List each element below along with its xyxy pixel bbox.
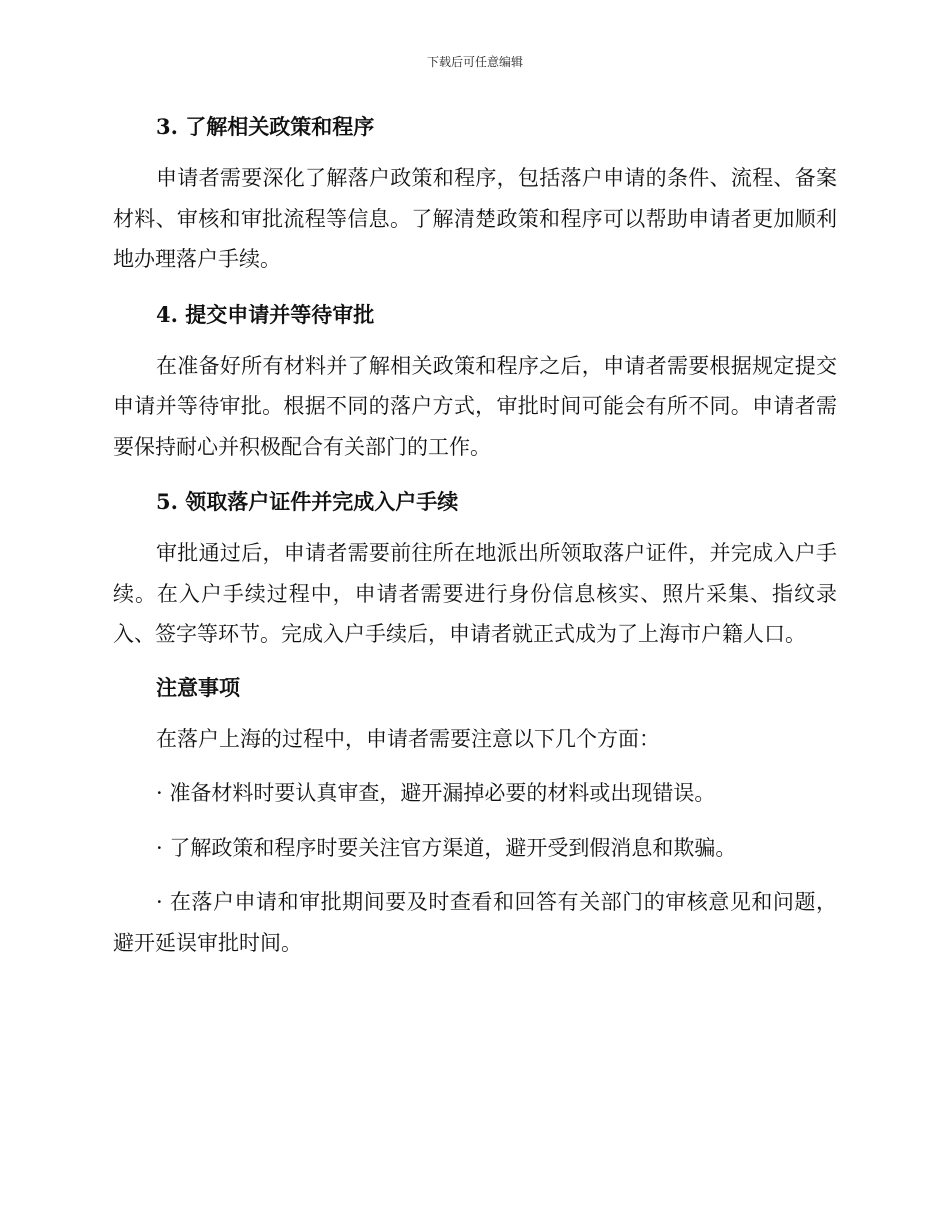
section-body-3: 申请者需要深化了解落户政策和程序，包括落户申请的条件、流程、备案材料、审核和审批流程等信息。了解清楚政策和程序可以帮助申请者更加顺利地办理落户手续。: [113, 166, 837, 271]
section-body-5: 审批通过后，申请者需要前往所在地派出所领取落户证件，并完成入户手续。在入户手续过程中，申请者需要进行身份信息核实、照片采集、指纹录入、签字等环节。完成入户手续后，申请者就正式成为了上海市户籍人口。: [113, 541, 837, 646]
notes-bullet-3: · 在落户申请和审批期间要及时查看和回答有关部门的审核意见和问题，避开延误审批时间。: [113, 890, 837, 955]
notes-intro: 在落户上海的过程中，申请者需要注意以下几个方面：: [156, 726, 660, 751]
section-title-5: 5. 领取落户证件并完成入户手续: [156, 489, 459, 514]
notes-bullet-1: · 准备材料时要认真审查，避开漏掉必要的材料或出现错误。: [156, 781, 716, 805]
section-title-3: 3. 了解相关政策和程序: [156, 114, 375, 139]
notes-title: 注意事项: [156, 674, 240, 700]
page-header: 下载后可任意编辑: [426, 55, 523, 69]
section-title-4: 4. 提交申请并等待审批: [156, 301, 375, 327]
document-body: [113, 110, 837, 963]
section-body-4: 在准备好所有材料并了解相关政策和程序之后，申请者需要根据规定提交申请并等待审批。根据不同的落户方式，审批时间可能会有所不同。申请者需要保持耐心并积极配合有关部门的工作。: [113, 353, 837, 459]
notes-bullet-2: · 了解政策和程序时要关注官方渠道，避开受到假消息和欺骗。: [156, 835, 737, 860]
